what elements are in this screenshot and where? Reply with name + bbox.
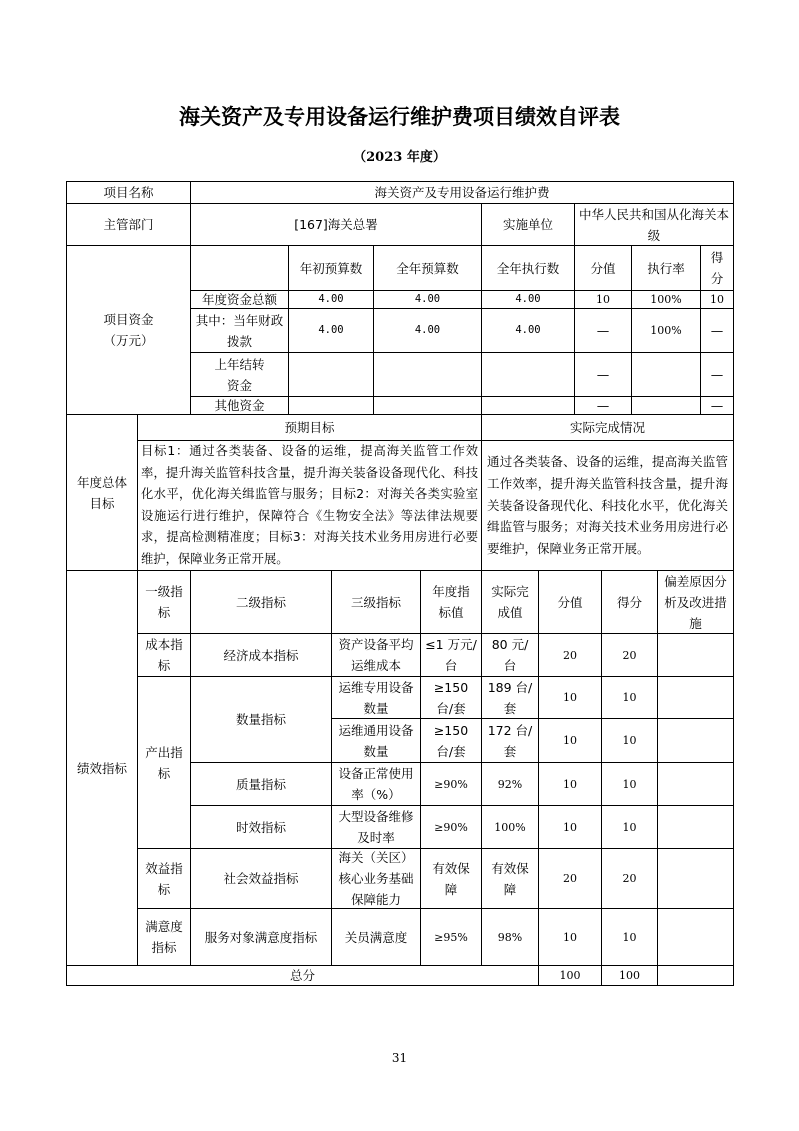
funds-row-weight: — — [574, 308, 632, 353]
ind-benefit-weight: 20 — [538, 848, 602, 909]
ind-timeliness-actual: 100% — [481, 805, 539, 849]
ind-benefit-name: 海关（关区）核心业务基础保障能力 — [331, 848, 421, 909]
dept-value: [167]海关总署 — [190, 203, 482, 246]
ind-quantity-name: 运维专用设备数量 — [331, 676, 421, 719]
ind-header-level3: 三级指标 — [331, 570, 421, 634]
impl-label: 实施单位 — [481, 203, 575, 246]
impl-value: 中华人民共和国从化海关本级 — [574, 203, 734, 246]
ind-cost-actual: 80 元/台 — [481, 633, 539, 677]
funds-row-rate — [631, 352, 701, 397]
document-title: 海关资产及专用设备运行维护费项目绩效自评表 — [179, 104, 620, 129]
ind-cost-level2: 经济成本指标 — [190, 633, 332, 677]
ind-benefit-target: 有效保障 — [420, 848, 482, 909]
funds-row-score: — — [700, 396, 734, 415]
funds-row-score: — — [700, 352, 734, 397]
total-deviation — [657, 965, 734, 986]
ind-quantity-deviation — [657, 718, 734, 763]
funds-label-line1: 项目资金 — [103, 312, 154, 327]
ind-quantity-deviation — [657, 676, 734, 719]
funds-row-rate — [631, 396, 701, 415]
goals-label: 年度总体目标 — [66, 414, 138, 571]
ind-quality-name: 设备正常使用率（%） — [331, 762, 421, 806]
ind-timeliness-level2: 时效指标 — [190, 805, 332, 849]
ind-quantity-name: 运维通用设备数量 — [331, 718, 421, 763]
funds-row-weight: — — [574, 352, 632, 397]
ind-benefit-deviation — [657, 848, 734, 909]
ind-header-deviation: 偏差原因分析及改进措施 — [657, 570, 734, 634]
ind-cost-name: 资产设备平均运维成本 — [331, 633, 421, 677]
ind-output-level1: 产出指标 — [137, 676, 191, 849]
ind-quantity-actual: 172 台/套 — [481, 718, 539, 763]
document-year: （2023 年度） — [353, 150, 446, 165]
funds-row-score: 10 — [700, 290, 734, 309]
ind-header-level2: 二级指标 — [190, 570, 332, 634]
funds-header-initial: 年初预算数 — [288, 245, 374, 291]
ind-satisfaction-level2: 服务对象满意度指标 — [190, 908, 332, 966]
ind-header-score: 得分 — [601, 570, 658, 634]
ind-timeliness-score: 10 — [601, 805, 658, 849]
funds-row-executed — [481, 396, 575, 415]
ind-satisfaction-target: ≥95% — [420, 908, 482, 966]
funds-row-initial — [288, 396, 374, 415]
ind-quantity-level2: 数量指标 — [190, 676, 332, 763]
ind-benefit-level1: 效益指标 — [137, 848, 191, 909]
ind-timeliness-target: ≥90% — [420, 805, 482, 849]
ind-quantity-weight: 10 — [538, 676, 602, 719]
ind-timeliness-name: 大型设备维修及时率 — [331, 805, 421, 849]
ind-satisfaction-level1: 满意度指标 — [137, 908, 191, 966]
ind-satisfaction-score: 10 — [601, 908, 658, 966]
ind-satisfaction-actual: 98% — [481, 908, 539, 966]
funds-header-blank — [190, 245, 289, 291]
ind-quantity-score: 10 — [601, 718, 658, 763]
funds-row-executed — [481, 352, 575, 397]
ind-quantity-target: ≥150 台/套 — [420, 676, 482, 719]
ind-quality-actual: 92% — [481, 762, 539, 806]
funds-row-label: 其中：当年财政拨款 — [190, 308, 289, 353]
ind-cost-score: 20 — [601, 633, 658, 677]
funds-label-line2: （万元） — [103, 333, 154, 348]
ind-satisfaction-name: 关员满意度 — [331, 908, 421, 966]
funds-row-weight: 10 — [574, 290, 632, 309]
funds-row-label-cell — [190, 352, 289, 397]
ind-cost-level1: 成本指标 — [137, 633, 191, 677]
funds-header-executed: 全年执行数 — [481, 245, 575, 291]
ind-quality-score: 10 — [601, 762, 658, 806]
funds-row-annual: 4.00 — [373, 290, 482, 309]
funds-row-executed: 4.00 — [481, 290, 575, 309]
indicators-label: 绩效指标 — [66, 570, 138, 966]
funds-row-annual: 4.00 — [373, 308, 482, 353]
ind-benefit-score: 20 — [601, 848, 658, 909]
goals-actual-text: 通过各类装备、设备的运维，提高海关监管工作效率，提升海关监管科技含量，提升海关装备设备现代化、科技化水平，优化海关缉监管与服务；对海关技术业务用房进行必要维护，保障业务正常开展。 — [481, 440, 734, 571]
total-label: 总分 — [66, 965, 539, 986]
ind-cost-deviation — [657, 633, 734, 677]
ind-satisfaction-deviation — [657, 908, 734, 966]
ind-cost-target: ≤1 万元/台 — [420, 633, 482, 677]
ind-timeliness-deviation — [657, 805, 734, 849]
ind-quality-level2: 质量指标 — [190, 762, 332, 806]
goals-expected-header: 预期目标 — [137, 414, 482, 441]
ind-cost-weight: 20 — [538, 633, 602, 677]
ind-quantity-actual: 189 台/套 — [481, 676, 539, 719]
ind-benefit-actual: 有效保障 — [481, 848, 539, 909]
funds-row-label: 其他资金 — [190, 396, 289, 415]
funds-row-initial: 4.00 — [288, 308, 374, 353]
funds-header-rate: 执行率 — [631, 245, 701, 291]
funds-row-executed: 4.00 — [481, 308, 575, 353]
ind-quantity-score: 10 — [601, 676, 658, 719]
funds-row-initial — [288, 352, 374, 397]
funds-header-weight: 分值 — [574, 245, 632, 291]
funds-row-score: — — [700, 308, 734, 353]
funds-header-annual: 全年预算数 — [373, 245, 482, 291]
funds-row-rate: 100% — [631, 290, 701, 309]
total-score: 100 — [601, 965, 658, 986]
funds-row-rate: 100% — [631, 308, 701, 353]
funds-label — [66, 245, 191, 415]
funds-row-annual — [373, 396, 482, 415]
page-number: 31 — [391, 1051, 408, 1065]
ind-header-level1: 一级指标 — [137, 570, 191, 634]
ind-timeliness-weight: 10 — [538, 805, 602, 849]
project-name-label: 项目名称 — [66, 181, 191, 204]
ind-header-target: 年度指标值 — [420, 570, 482, 634]
ind-quality-target: ≥90% — [420, 762, 482, 806]
project-name-value: 海关资产及专用设备运行维护费 — [190, 181, 734, 204]
ind-quality-deviation — [657, 762, 734, 806]
total-weight: 100 — [538, 965, 602, 986]
goals-expected-text: 目标1：通过各类装备、设备的运维，提高海关监管工作效率，提升海关监管科技含量，提升海关装备设备现代化、科技化水平，优化海关缉监管与服务；目标2：对海关各类实验室设施运行进行维护，保障符合《生物安全法》等法律法规要求，提高检测精准度；目标3：对海关技术业务用房进行必要维护，保障业务正常开展。 — [137, 440, 482, 571]
funds-row-label: 年度资金总额 — [190, 290, 289, 309]
funds-row-annual — [373, 352, 482, 397]
funds-row-weight: — — [574, 396, 632, 415]
funds-row-initial: 4.00 — [288, 290, 374, 309]
ind-benefit-level2: 社会效益指标 — [190, 848, 332, 909]
ind-satisfaction-weight: 10 — [538, 908, 602, 966]
ind-header-weight: 分值 — [538, 570, 602, 634]
funds-header-score: 得分 — [700, 245, 734, 291]
ind-quantity-target: ≥150 台/套 — [420, 718, 482, 763]
dept-label: 主管部门 — [66, 203, 191, 246]
ind-header-actual: 实际完成值 — [481, 570, 539, 634]
goals-actual-header: 实际完成情况 — [481, 414, 734, 441]
ind-quality-weight: 10 — [538, 762, 602, 806]
ind-quantity-weight: 10 — [538, 718, 602, 763]
funds-row-label: 上年结转资金 — [214, 356, 265, 393]
